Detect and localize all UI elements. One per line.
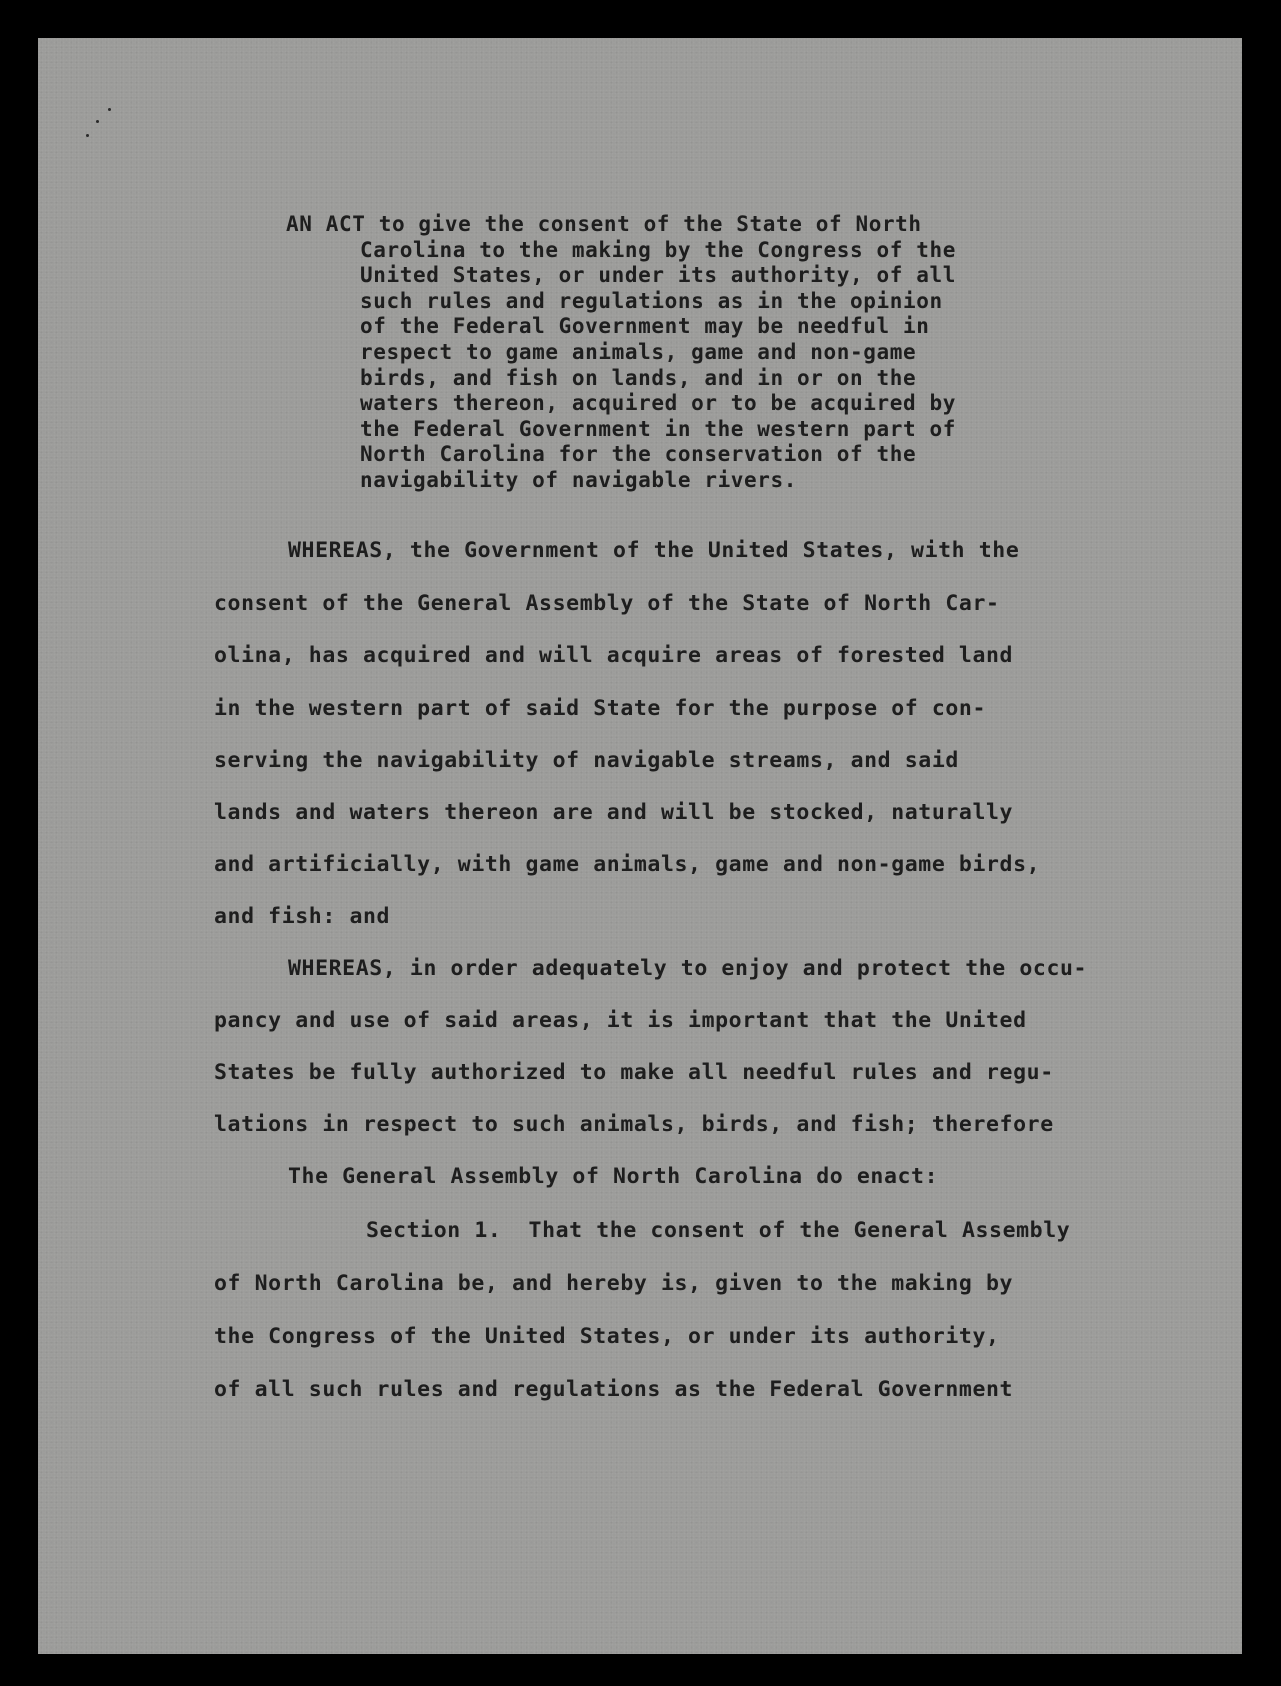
body-line: serving the navigability of navigable streams, and said bbox=[214, 748, 959, 773]
body-line: pancy and use of said areas, it is important that the United bbox=[214, 1008, 1027, 1033]
body-line: WHEREAS, the Government of the United States, with the bbox=[288, 538, 1020, 563]
act-title-line: navigability of navigable rivers. bbox=[360, 468, 798, 492]
speck bbox=[96, 120, 99, 123]
body-line: lands and waters thereon are and will be stocked, naturally bbox=[214, 800, 1014, 825]
body-line: and artificially, with game animals, game and non-game birds, bbox=[214, 852, 1041, 877]
act-title-line: of the Federal Government may be needful in bbox=[360, 314, 930, 339]
act-title-line: Carolina to the making by the Congress of the bbox=[360, 237, 956, 262]
act-title-line: waters thereon, acquired or to be acquired by bbox=[360, 391, 956, 416]
act-title-line: United States, or under its authority, of all bbox=[360, 263, 956, 288]
body-line: WHEREAS, in order adequately to enjoy and protect the occu- bbox=[288, 956, 1088, 981]
body-line: of all such rules and regulations as the Federal Government bbox=[214, 1377, 1014, 1402]
act-title-line: such rules and regulations as in the opinion bbox=[360, 288, 943, 313]
body-line: Section 1. That the consent of the General Assembly bbox=[366, 1218, 1071, 1243]
body-line: and fish: and bbox=[214, 904, 391, 929]
document-page bbox=[38, 38, 1242, 1654]
body-line: States be fully authorized to make all needful rules and regu- bbox=[214, 1060, 1054, 1085]
act-title-line: the Federal Government in the western part of bbox=[360, 416, 956, 441]
body-line: The General Assembly of North Carolina do enact: bbox=[288, 1164, 939, 1189]
act-title-line: respect to game animals, game and non-game bbox=[360, 340, 917, 364]
body-line: of North Carolina be, and hereby is, given to the making by bbox=[214, 1271, 1014, 1296]
body-line: in the western part of said State for the purpose of con- bbox=[214, 696, 987, 721]
speck bbox=[108, 108, 111, 111]
paper-specks bbox=[82, 70, 142, 150]
act-title-line: birds, and fish on lands, and in or on the bbox=[360, 365, 917, 390]
act-title-line: AN ACT to give the consent of the State of North bbox=[286, 212, 922, 236]
speck bbox=[86, 134, 89, 137]
body-line: the Congress of the United States, or under its authority, bbox=[214, 1324, 1000, 1349]
body-line: consent of the General Assembly of the State of North Car- bbox=[214, 591, 1000, 616]
act-title-line: North Carolina for the conservation of the bbox=[360, 442, 917, 467]
body-line: olina, has acquired and will acquire areas of forested land bbox=[214, 643, 1014, 668]
body-line: lations in respect to such animals, birds, and fish; therefore bbox=[214, 1112, 1054, 1137]
